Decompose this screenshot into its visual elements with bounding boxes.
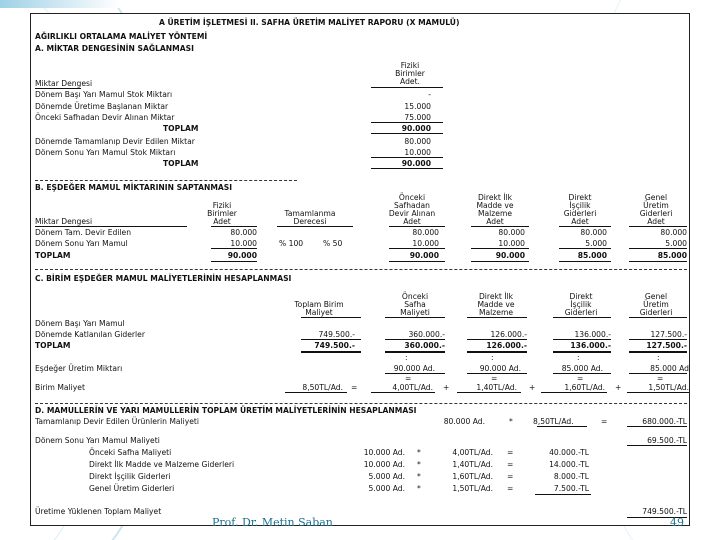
cell: 80.000 <box>412 228 439 237</box>
report-title: A ÜRETİM İŞLETMESİ II. SAFHA ÜRETİM MALİYET RAPORU (X MAMULÜ) <box>159 18 460 27</box>
cell: 360.000.- <box>408 330 445 339</box>
row-label: Eşdeğer Üretim Miktarı <box>35 364 123 373</box>
underline <box>211 226 257 227</box>
total-cell: 85.000 <box>657 251 687 260</box>
cell: 749.500.- <box>318 330 355 339</box>
col-header: Önceki <box>398 193 426 202</box>
cell: 5.000 <box>665 239 687 248</box>
row-label: Önceki Safha Maliyeti <box>89 448 172 457</box>
total-label: TOPLAM <box>35 251 71 260</box>
equals-sign: = <box>507 484 514 493</box>
underline <box>371 122 443 123</box>
section-b-heading: B. EŞDEĞER MAMUL MİKTARININ SAPTANMASI <box>35 183 233 192</box>
underline <box>471 248 529 249</box>
underline <box>389 226 445 227</box>
underline <box>457 392 521 393</box>
multiply-sign: * <box>417 460 421 469</box>
cell: 10.000 <box>412 239 439 248</box>
cell: 80.000 <box>660 228 687 237</box>
equals-sign: = <box>507 472 514 481</box>
col-header: Adet. <box>400 77 420 86</box>
cell: % 50 <box>323 239 343 248</box>
col-header: Önceki <box>401 292 429 301</box>
double-underline <box>301 351 361 353</box>
cell: 90.000 Ad. <box>393 364 435 373</box>
total-cell: 126.000.- <box>486 341 527 350</box>
section-c-heading: C. BİRİM EŞDEĞER MAMUL MALİYETLERİNİN HESAPLANMASI <box>35 274 292 283</box>
cell: 85.000 Ad. <box>561 364 603 373</box>
total-label: TOPLAM <box>35 341 71 350</box>
row-value: 10.000 <box>404 148 431 157</box>
col-header: Giderleri <box>563 209 597 218</box>
underline <box>385 339 445 340</box>
underline <box>559 261 611 262</box>
cell: 1,60TL/Ad. <box>564 383 605 392</box>
underline <box>385 317 445 318</box>
cell: 85.000 Ad <box>650 364 689 373</box>
underline <box>301 339 361 340</box>
total-cell: 85.000 <box>577 251 607 260</box>
total-label: TOPLAM <box>163 124 199 133</box>
col-header: Birimler <box>395 69 425 78</box>
page-number: 49 <box>670 516 684 529</box>
row-value: 75.000 <box>404 113 431 122</box>
underline <box>553 317 611 318</box>
col-header: Safha <box>404 300 426 309</box>
underline <box>285 392 347 393</box>
col-header: Giderleri <box>639 308 673 317</box>
cell: 90.000 Ad. <box>479 364 521 373</box>
col-header: Direkt <box>569 292 593 301</box>
col-header: Toplam Birim <box>294 300 344 309</box>
underline <box>277 226 353 227</box>
underline <box>553 339 611 340</box>
underline <box>371 392 435 393</box>
cell: 80.000 <box>230 228 257 237</box>
underline <box>627 445 687 446</box>
col-header: Genel <box>644 292 668 301</box>
underline <box>467 317 527 318</box>
cell: 4,00TL/Ad. <box>452 448 493 457</box>
underline <box>471 226 529 227</box>
col-header: İşçilik <box>570 300 592 309</box>
col-header: Üretim <box>643 201 669 210</box>
row-value: 15.000 <box>404 102 431 111</box>
col-header: Adet <box>647 217 665 226</box>
cell: 14.000.-TL <box>549 460 589 469</box>
row-label: Dönemde Üretime Başlanan Miktar <box>35 102 169 111</box>
col-header: Maliyeti <box>400 308 430 317</box>
col-header: Tamamlanma <box>284 209 336 218</box>
total-cell: 90.000 <box>227 251 257 260</box>
col-header: Safhadan <box>394 201 430 210</box>
underline <box>629 226 687 227</box>
row-label: Dönemde Tamamlanıp Devir Edilen Miktar <box>35 137 195 146</box>
total-cell: 136.000.- <box>570 341 611 350</box>
row-label: Dönem Başı Yarı Mamul Stok Miktarı <box>35 90 173 99</box>
col-header: Direkt İlk <box>478 292 514 301</box>
col-header: Adet <box>403 217 421 226</box>
plus-sign: + <box>443 383 450 392</box>
equals-sign: = <box>405 374 412 383</box>
section-rule <box>35 403 687 404</box>
underline <box>627 426 687 427</box>
underline <box>371 133 443 134</box>
col-header: Derecesi <box>293 217 327 226</box>
multiply-sign: * <box>417 472 421 481</box>
cell: 10.000 <box>498 239 525 248</box>
col-header: Malzeme <box>477 209 513 218</box>
plus-sign: + <box>615 383 622 392</box>
cell: 10.000 <box>230 239 257 248</box>
col-header: Madde ve <box>477 300 515 309</box>
cell: 8,50TL/Ad. <box>302 383 343 392</box>
method-label: AĞIRLIKLI ORTALAMA MALİYET YÖNTEMİ <box>35 32 208 41</box>
equals-sign: = <box>491 374 498 383</box>
total-cell: 90.000 <box>495 251 525 260</box>
equals-sign: = <box>601 417 608 426</box>
underline <box>467 339 527 340</box>
plus-sign: + <box>529 383 536 392</box>
section-rule <box>35 180 297 181</box>
cost-report-document <box>30 13 690 526</box>
footer-author: Prof. Dr. Metin Saban <box>212 516 333 529</box>
row-label: Önceki Safhadan Devir Alınan Miktar <box>35 113 175 122</box>
divide-sign: : <box>577 353 580 362</box>
multiply-sign: * <box>509 417 513 426</box>
cell: 5.000 <box>585 239 607 248</box>
col-header: Malzeme <box>478 308 514 317</box>
cell: 136.000.- <box>574 330 611 339</box>
underline <box>629 248 687 249</box>
col-header: Maliyet <box>305 308 333 317</box>
row-label: Üretime Yüklenen Toplam Maliyet <box>35 507 162 516</box>
underline <box>301 317 361 318</box>
row-label: Dönem Sonu Yarı Mamul Maliyeti <box>35 436 160 445</box>
underline <box>629 317 687 318</box>
underline <box>385 373 445 374</box>
cell: 4,00TL/Ad. <box>392 383 433 392</box>
col-header: Adet <box>213 217 231 226</box>
col-header: Fiziki <box>212 201 232 210</box>
underline <box>541 392 607 393</box>
cell: 80.000 Ad. <box>443 417 485 426</box>
underline <box>211 261 257 262</box>
cell: 5.000 Ad. <box>368 484 405 493</box>
divide-sign: : <box>491 353 494 362</box>
underline <box>559 226 611 227</box>
multiply-sign: * <box>417 448 421 457</box>
rows-label: Miktar Dengesi <box>35 217 93 226</box>
col-header: Adet <box>571 217 589 226</box>
multiply-sign: * <box>417 484 421 493</box>
section-d-heading: D. MAMULLERİN VE YARI MAMULLERİN TOPLAM ÜRETİM MALİYETLERİNİN HESAPLANMASI <box>35 406 417 415</box>
row-value: 80.000 <box>404 137 431 146</box>
double-underline <box>385 351 445 353</box>
col-header: İşçilik <box>569 201 591 210</box>
double-underline <box>467 351 527 353</box>
section-rule <box>35 269 687 270</box>
total-cell: 360.000.- <box>404 341 445 350</box>
equals-sign: = <box>507 448 514 457</box>
row-value: - <box>428 90 431 99</box>
cell: 1,50TL/Ad. <box>648 383 689 392</box>
row-label: Tamamlanıp Devir Edilen Ürünlerin Maliyeti <box>35 417 200 426</box>
rows-label: Miktar Dengesi <box>35 79 93 88</box>
underline <box>559 248 611 249</box>
total-label: TOPLAM <box>163 159 199 168</box>
underline <box>35 88 81 89</box>
total-value: 90.000 <box>401 124 431 133</box>
underline <box>535 494 591 495</box>
cell: 5.000 Ad. <box>368 472 405 481</box>
col-header: Direkt İlk <box>477 193 513 202</box>
cell: 10.000 Ad. <box>363 460 405 469</box>
row-label: Dönem Sonu Yarı Mamul <box>35 239 128 248</box>
col-header: Fiziki <box>400 61 420 70</box>
row-label: Direkt İşçilik Giderleri <box>89 472 171 481</box>
cell: 1,40TL/Ad. <box>452 460 493 469</box>
cell: 7.500.-TL <box>553 484 589 493</box>
underline <box>627 392 689 393</box>
cell: 749.500.-TL <box>642 507 687 516</box>
equals-sign: = <box>507 460 514 469</box>
row-label: Birim Maliyet <box>35 383 85 392</box>
cell: % 100 <box>279 239 304 248</box>
cell: 80.000 <box>580 228 607 237</box>
cell: 40.000.-TL <box>549 448 589 457</box>
equals-sign: = <box>577 374 584 383</box>
double-underline <box>553 351 611 353</box>
total-cell: 749.500.- <box>314 341 355 350</box>
row-label: Direkt İlk Madde ve Malzeme Giderleri <box>89 460 235 469</box>
underline <box>629 261 687 262</box>
total-cell: 127.500.- <box>646 341 687 350</box>
underline <box>467 373 527 374</box>
row-label: Dönem Sonu Yarı Mamul Stok Miktarı <box>35 148 176 157</box>
cell: 8,50TL/Ad. <box>533 417 574 426</box>
col-header: Giderleri <box>564 308 598 317</box>
cell: 1,50TL/Ad. <box>452 484 493 493</box>
col-header: Devir Alınan <box>388 209 436 218</box>
background-accent <box>0 0 120 8</box>
underline <box>211 248 257 249</box>
cell: 10.000 Ad. <box>363 448 405 457</box>
section-a-heading: A. MİKTAR DENGESİNİN SAĞLANMASI <box>35 44 194 53</box>
row-label: Dönem Tam. Devir Edilen <box>35 228 132 237</box>
cell: 680.000.-TL <box>642 417 687 426</box>
divide-sign: : <box>405 353 408 362</box>
row-label: Dönemde Katlanılan Giderler <box>35 330 145 339</box>
equals-sign: = <box>351 383 358 392</box>
cell: 1,60TL/Ad. <box>452 472 493 481</box>
divide-sign: : <box>657 353 660 362</box>
underline <box>371 87 443 88</box>
underline <box>35 226 187 227</box>
col-header: Direkt <box>568 193 592 202</box>
col-header: Genel <box>644 193 668 202</box>
underline <box>389 261 445 262</box>
total-cell: 90.000 <box>409 251 439 260</box>
cell: 8.000.-TL <box>553 472 589 481</box>
cell: 80.000 <box>498 228 525 237</box>
cell: 127.500.- <box>650 330 687 339</box>
col-header: Adet <box>486 217 504 226</box>
col-header: Birimler <box>207 209 237 218</box>
underline <box>371 168 443 169</box>
row-label: Dönem Başı Yarı Mamul <box>35 319 125 328</box>
underline <box>471 261 529 262</box>
underline <box>537 426 587 427</box>
col-header: Madde ve <box>476 201 514 210</box>
col-header: Üretim <box>643 300 669 309</box>
cell: 69.500.-TL <box>647 436 687 445</box>
underline <box>629 339 687 340</box>
underline <box>371 157 443 158</box>
cell: 1,40TL/Ad. <box>476 383 517 392</box>
equals-sign: = <box>657 374 664 383</box>
total-value: 90.000 <box>401 159 431 168</box>
col-header: Giderleri <box>639 209 673 218</box>
row-label: Genel Üretim Giderleri <box>89 484 175 493</box>
cell: 126.000.- <box>490 330 527 339</box>
underline <box>389 248 445 249</box>
